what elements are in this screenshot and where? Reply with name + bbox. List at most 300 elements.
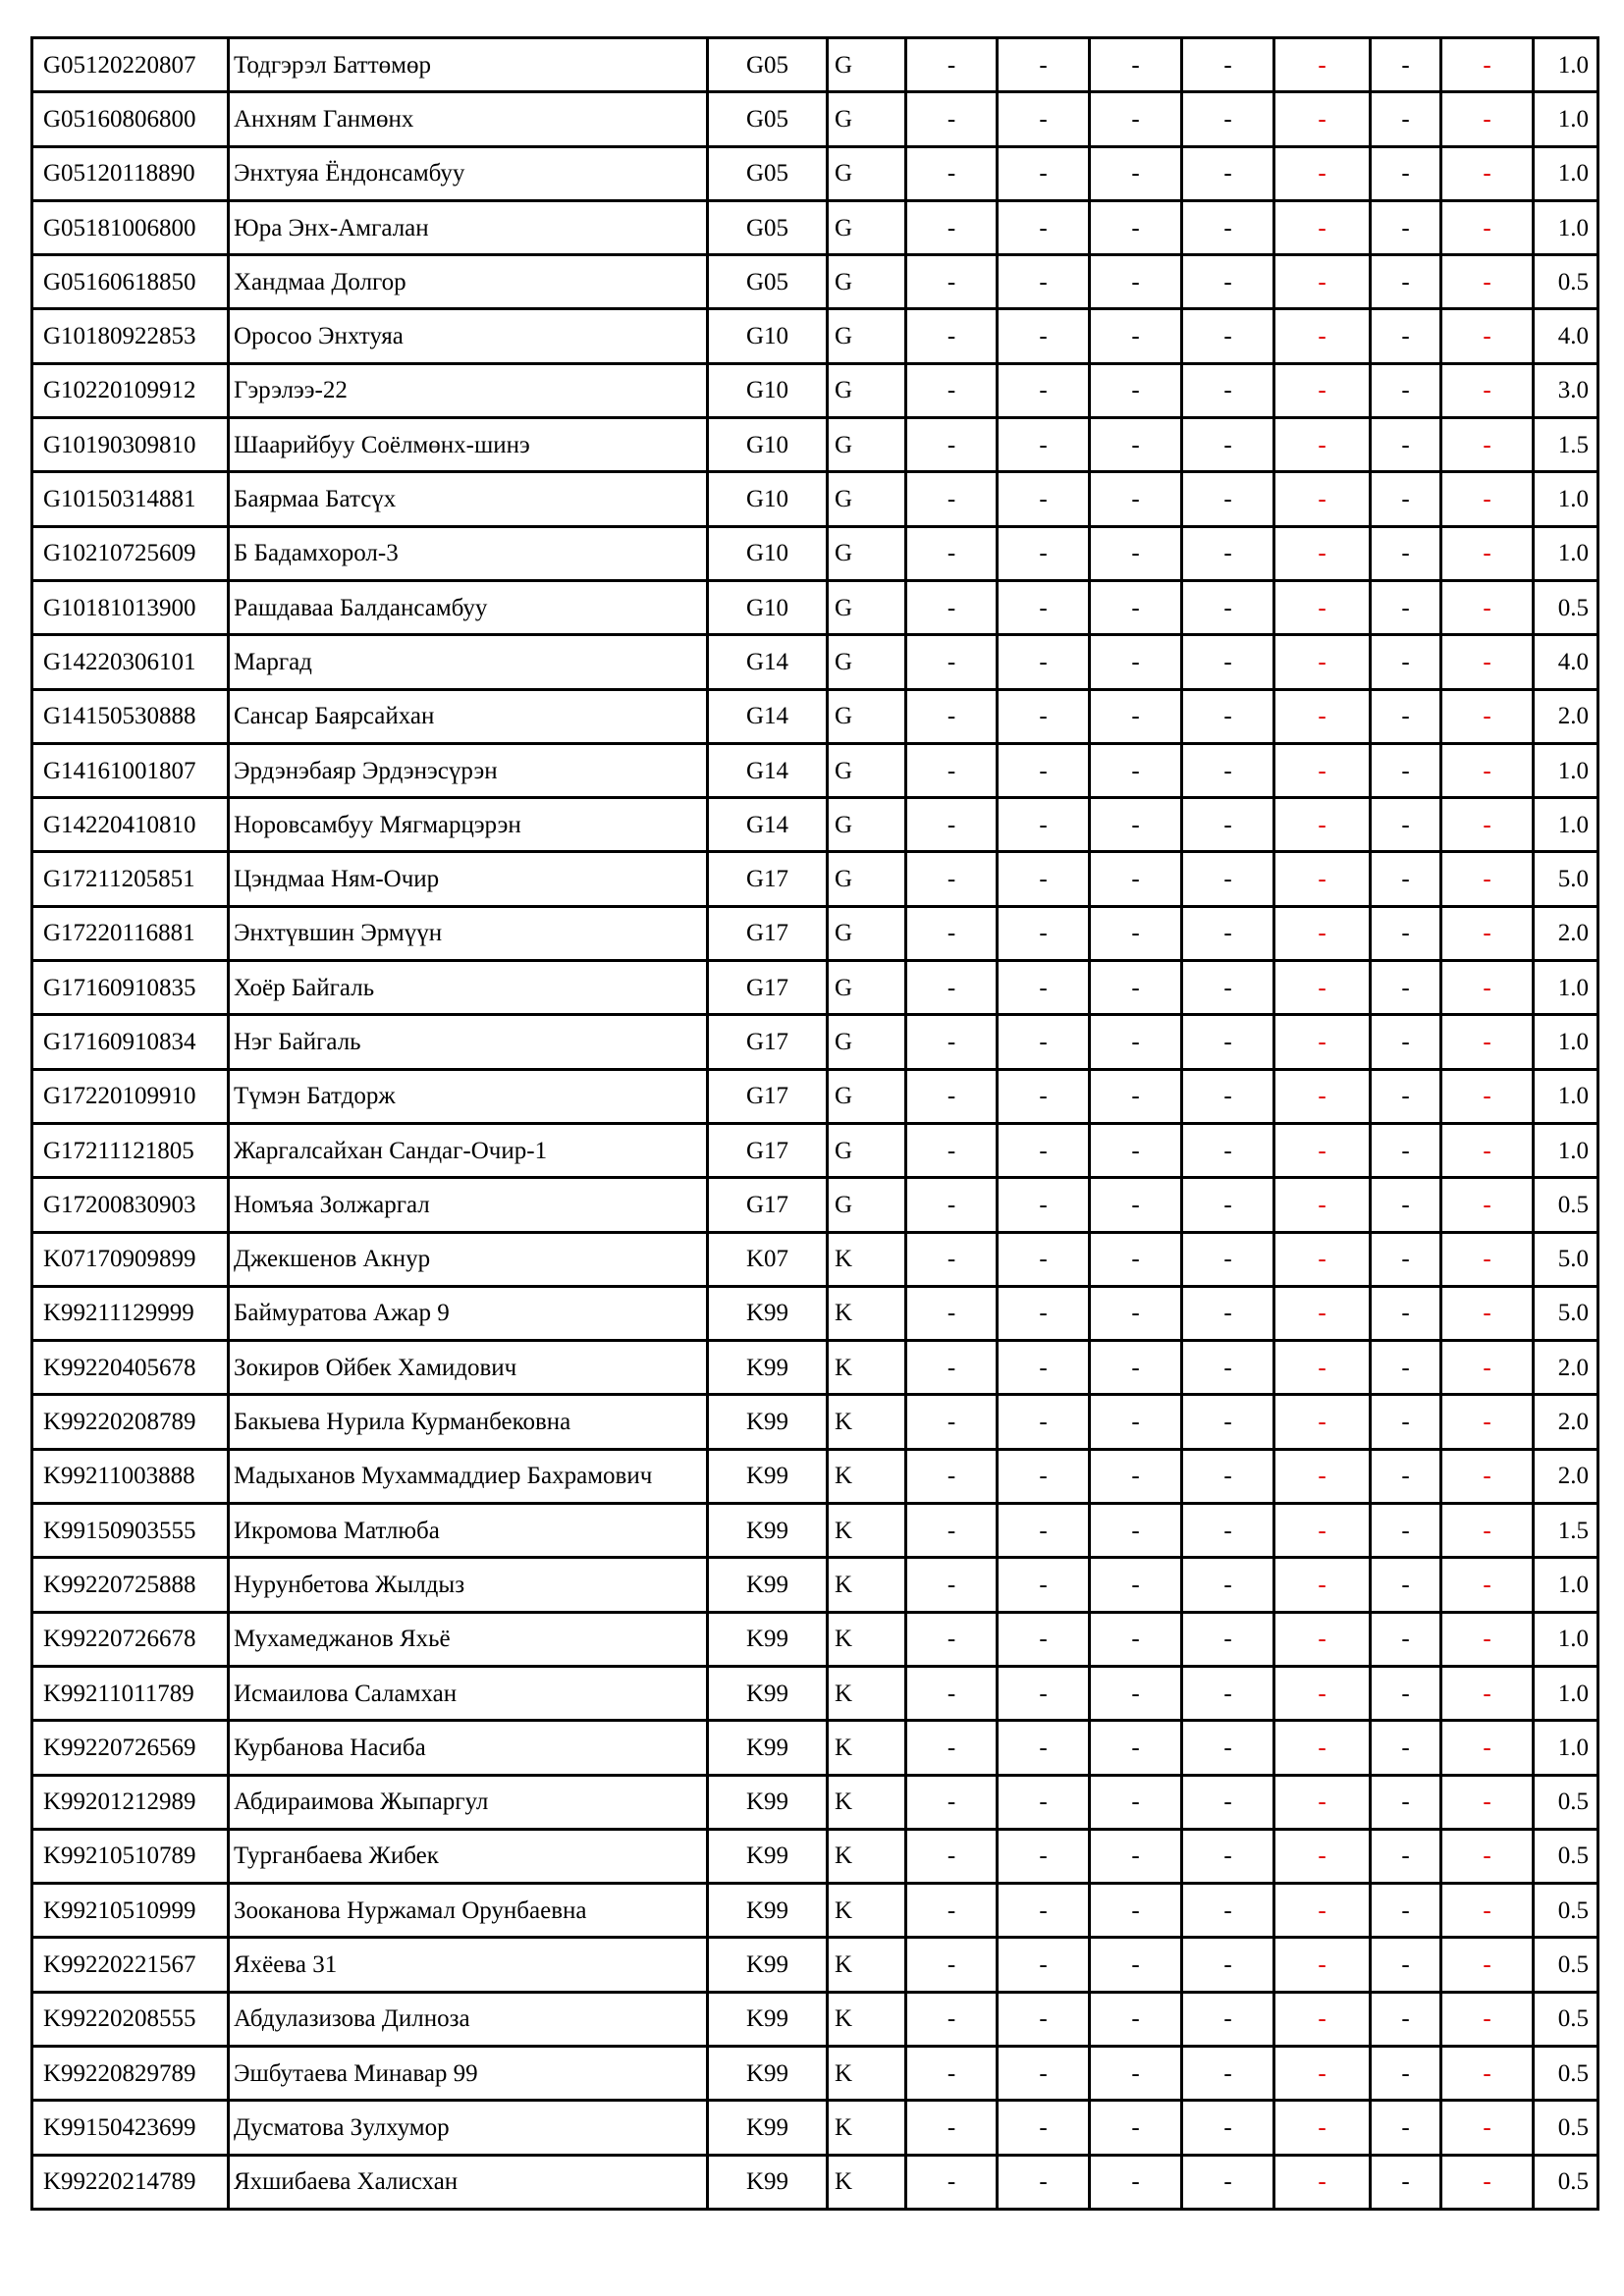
empty-value-cell-red: - bbox=[1441, 255, 1534, 309]
participant-id-cell: G14220410810 bbox=[32, 798, 229, 852]
group-code-cell: K99 bbox=[708, 1721, 828, 1775]
empty-value-cell-red: - bbox=[1274, 363, 1371, 417]
table-row bbox=[32, 906, 1598, 960]
group-code-cell: G05 bbox=[708, 146, 828, 200]
group-code-cell: G17 bbox=[708, 906, 828, 960]
empty-value-cell: - bbox=[998, 798, 1090, 852]
participant-id-cell: K99210510789 bbox=[32, 1829, 229, 1883]
empty-value-cell: - bbox=[1090, 852, 1182, 906]
score-cell: 1.5 bbox=[1534, 418, 1598, 472]
participant-id-cell: G17211121805 bbox=[32, 1123, 229, 1177]
empty-value-cell: - bbox=[1090, 689, 1182, 743]
category-cell: K bbox=[828, 1558, 906, 1612]
participant-id-cell: K99220214789 bbox=[32, 2155, 229, 2209]
empty-value-cell: - bbox=[906, 1015, 998, 1069]
empty-value-cell-red: - bbox=[1274, 1232, 1371, 1286]
category-cell: K bbox=[828, 1884, 906, 1938]
score-cell: 4.0 bbox=[1534, 635, 1598, 689]
empty-value-cell: - bbox=[998, 2101, 1090, 2155]
empty-value-cell-red: - bbox=[1274, 743, 1371, 797]
empty-value-cell: - bbox=[906, 689, 998, 743]
table-row bbox=[32, 2046, 1598, 2100]
empty-value-cell: - bbox=[998, 906, 1090, 960]
participant-id-cell: G10181013900 bbox=[32, 580, 229, 634]
empty-value-cell-red: - bbox=[1441, 1341, 1534, 1395]
empty-value-cell: - bbox=[1371, 1449, 1441, 1503]
empty-value-cell-red: - bbox=[1441, 1666, 1534, 1720]
empty-value-cell: - bbox=[1371, 798, 1441, 852]
empty-value-cell: - bbox=[1182, 2046, 1274, 2100]
participant-name-cell: Бакыева Нурила Курманбековна bbox=[229, 1395, 708, 1449]
empty-value-cell: - bbox=[998, 1069, 1090, 1123]
group-code-cell: K99 bbox=[708, 1395, 828, 1449]
score-cell: 1.0 bbox=[1534, 38, 1598, 92]
empty-value-cell: - bbox=[1182, 38, 1274, 92]
group-code-cell: K99 bbox=[708, 1286, 828, 1340]
empty-value-cell-red: - bbox=[1274, 1829, 1371, 1883]
category-cell: K bbox=[828, 1341, 906, 1395]
score-cell: 1.0 bbox=[1534, 1558, 1598, 1612]
empty-value-cell-red: - bbox=[1274, 635, 1371, 689]
score-cell: 2.0 bbox=[1534, 1341, 1598, 1395]
table-row bbox=[32, 635, 1598, 689]
score-cell: 1.0 bbox=[1534, 798, 1598, 852]
participant-id-cell: G17220116881 bbox=[32, 906, 229, 960]
category-cell: G bbox=[828, 743, 906, 797]
empty-value-cell: - bbox=[1182, 1178, 1274, 1232]
empty-value-cell: - bbox=[1371, 92, 1441, 146]
empty-value-cell-red: - bbox=[1274, 255, 1371, 309]
empty-value-cell: - bbox=[906, 2046, 998, 2100]
score-cell: 0.5 bbox=[1534, 2046, 1598, 2100]
empty-value-cell-red: - bbox=[1441, 1884, 1534, 1938]
empty-value-cell: - bbox=[1371, 1069, 1441, 1123]
category-cell: K bbox=[828, 2101, 906, 2155]
empty-value-cell: - bbox=[1090, 1666, 1182, 1720]
empty-value-cell-red: - bbox=[1274, 1558, 1371, 1612]
table-row bbox=[32, 1232, 1598, 1286]
participant-id-cell: G17211205851 bbox=[32, 852, 229, 906]
empty-value-cell: - bbox=[1371, 255, 1441, 309]
group-code-cell: G17 bbox=[708, 1069, 828, 1123]
empty-value-cell-red: - bbox=[1274, 418, 1371, 472]
empty-value-cell: - bbox=[906, 1504, 998, 1558]
empty-value-cell: - bbox=[998, 1775, 1090, 1829]
empty-value-cell: - bbox=[1182, 1558, 1274, 1612]
empty-value-cell: - bbox=[1371, 146, 1441, 200]
category-cell: G bbox=[828, 38, 906, 92]
participant-id-cell: K99220726678 bbox=[32, 1612, 229, 1666]
table-body bbox=[32, 38, 1598, 2210]
category-cell: G bbox=[828, 852, 906, 906]
empty-value-cell: - bbox=[998, 961, 1090, 1015]
empty-value-cell: - bbox=[906, 961, 998, 1015]
participant-id-cell: K99211129999 bbox=[32, 1286, 229, 1340]
empty-value-cell-red: - bbox=[1274, 200, 1371, 254]
empty-value-cell-red: - bbox=[1441, 1612, 1534, 1666]
empty-value-cell: - bbox=[906, 1992, 998, 2046]
participant-name-cell: Номъяа Золжаргал bbox=[229, 1178, 708, 1232]
empty-value-cell: - bbox=[906, 1775, 998, 1829]
empty-value-cell: - bbox=[1182, 1721, 1274, 1775]
participant-name-cell: Эрдэнэбаяр Эрдэнэсүрэн bbox=[229, 743, 708, 797]
empty-value-cell: - bbox=[998, 1558, 1090, 1612]
participant-id-cell: G17160910835 bbox=[32, 961, 229, 1015]
empty-value-cell: - bbox=[906, 1721, 998, 1775]
empty-value-cell: - bbox=[1182, 1612, 1274, 1666]
empty-value-cell: - bbox=[998, 146, 1090, 200]
empty-value-cell: - bbox=[1182, 1069, 1274, 1123]
participant-name-cell: Анхням Ганмөнх bbox=[229, 92, 708, 146]
category-cell: K bbox=[828, 2155, 906, 2209]
score-cell: 1.0 bbox=[1534, 1721, 1598, 1775]
score-cell: 0.5 bbox=[1534, 1775, 1598, 1829]
empty-value-cell: - bbox=[998, 418, 1090, 472]
empty-value-cell: - bbox=[1371, 580, 1441, 634]
empty-value-cell-red: - bbox=[1441, 1992, 1534, 2046]
empty-value-cell-red: - bbox=[1441, 2101, 1534, 2155]
empty-value-cell: - bbox=[1182, 580, 1274, 634]
empty-value-cell: - bbox=[1182, 2101, 1274, 2155]
group-code-cell: K99 bbox=[708, 1504, 828, 1558]
empty-value-cell-red: - bbox=[1441, 1775, 1534, 1829]
empty-value-cell-red: - bbox=[1441, 1178, 1534, 1232]
category-cell: G bbox=[828, 200, 906, 254]
empty-value-cell: - bbox=[998, 1015, 1090, 1069]
participant-id-cell: G10220109912 bbox=[32, 363, 229, 417]
participant-id-cell: G05120118890 bbox=[32, 146, 229, 200]
empty-value-cell: - bbox=[1090, 38, 1182, 92]
empty-value-cell: - bbox=[906, 580, 998, 634]
empty-value-cell: - bbox=[1371, 2155, 1441, 2209]
empty-value-cell-red: - bbox=[1274, 1123, 1371, 1177]
table-row bbox=[32, 1992, 1598, 2046]
participant-name-cell: Исмаилова Саламхан bbox=[229, 1666, 708, 1720]
empty-value-cell: - bbox=[1090, 472, 1182, 526]
empty-value-cell: - bbox=[1090, 635, 1182, 689]
empty-value-cell: - bbox=[1182, 92, 1274, 146]
empty-value-cell: - bbox=[998, 526, 1090, 580]
group-code-cell: K99 bbox=[708, 1341, 828, 1395]
category-cell: G bbox=[828, 363, 906, 417]
empty-value-cell: - bbox=[1371, 1884, 1441, 1938]
table-row bbox=[32, 309, 1598, 363]
table-row bbox=[32, 418, 1598, 472]
empty-value-cell: - bbox=[998, 1504, 1090, 1558]
participant-id-cell: K99211011789 bbox=[32, 1666, 229, 1720]
participant-id-cell: K99220726569 bbox=[32, 1721, 229, 1775]
empty-value-cell: - bbox=[906, 1395, 998, 1449]
score-cell: 0.5 bbox=[1534, 1938, 1598, 1992]
category-cell: K bbox=[828, 1395, 906, 1449]
participant-name-cell: Эшбутаева Минавар 99 bbox=[229, 2046, 708, 2100]
empty-value-cell: - bbox=[998, 1884, 1090, 1938]
participant-name-cell: Шаарийбуу Соёлмөнх-шинэ bbox=[229, 418, 708, 472]
group-code-cell: K99 bbox=[708, 1612, 828, 1666]
table-row bbox=[32, 961, 1598, 1015]
empty-value-cell-red: - bbox=[1274, 38, 1371, 92]
empty-value-cell: - bbox=[1182, 1666, 1274, 1720]
empty-value-cell: - bbox=[906, 1666, 998, 1720]
table-row bbox=[32, 92, 1598, 146]
group-code-cell: G14 bbox=[708, 635, 828, 689]
empty-value-cell: - bbox=[906, 418, 998, 472]
empty-value-cell: - bbox=[1182, 255, 1274, 309]
group-code-cell: G14 bbox=[708, 743, 828, 797]
score-cell: 0.5 bbox=[1534, 1829, 1598, 1883]
participant-id-cell: K99220829789 bbox=[32, 2046, 229, 2100]
participant-name-cell: Түмэн Батдорж bbox=[229, 1069, 708, 1123]
empty-value-cell: - bbox=[1090, 1449, 1182, 1503]
participant-name-cell: Мадыханов Мухаммаддиер Бахрамович bbox=[229, 1449, 708, 1503]
empty-value-cell: - bbox=[906, 1884, 998, 1938]
participant-name-cell: Энхтуяа Ёндонсамбуу bbox=[229, 146, 708, 200]
category-cell: K bbox=[828, 1504, 906, 1558]
score-cell: 1.0 bbox=[1534, 526, 1598, 580]
empty-value-cell: - bbox=[1182, 472, 1274, 526]
empty-value-cell-red: - bbox=[1274, 906, 1371, 960]
empty-value-cell-red: - bbox=[1441, 689, 1534, 743]
participant-name-cell: Зооканова Нуржамал Орунбаевна bbox=[229, 1884, 708, 1938]
empty-value-cell: - bbox=[1371, 38, 1441, 92]
empty-value-cell: - bbox=[1371, 1558, 1441, 1612]
empty-value-cell: - bbox=[1182, 418, 1274, 472]
empty-value-cell: - bbox=[1090, 961, 1182, 1015]
empty-value-cell: - bbox=[1182, 1775, 1274, 1829]
empty-value-cell-red: - bbox=[1274, 309, 1371, 363]
empty-value-cell: - bbox=[1090, 92, 1182, 146]
participant-id-cell: G17220109910 bbox=[32, 1069, 229, 1123]
score-cell: 0.5 bbox=[1534, 1884, 1598, 1938]
empty-value-cell: - bbox=[1182, 798, 1274, 852]
empty-value-cell: - bbox=[906, 743, 998, 797]
empty-value-cell: - bbox=[1090, 580, 1182, 634]
empty-value-cell: - bbox=[906, 1232, 998, 1286]
participant-name-cell: Нэг Байгаль bbox=[229, 1015, 708, 1069]
group-code-cell: G10 bbox=[708, 418, 828, 472]
group-code-cell: G17 bbox=[708, 1015, 828, 1069]
empty-value-cell: - bbox=[906, 1069, 998, 1123]
participant-name-cell: Джекшенов Акнур bbox=[229, 1232, 708, 1286]
category-cell: G bbox=[828, 961, 906, 1015]
empty-value-cell-red: - bbox=[1274, 472, 1371, 526]
empty-value-cell: - bbox=[998, 92, 1090, 146]
empty-value-cell-red: - bbox=[1441, 906, 1534, 960]
empty-value-cell: - bbox=[1371, 1775, 1441, 1829]
group-code-cell: K07 bbox=[708, 1232, 828, 1286]
group-code-cell: G10 bbox=[708, 526, 828, 580]
empty-value-cell: - bbox=[998, 309, 1090, 363]
empty-value-cell-red: - bbox=[1274, 1504, 1371, 1558]
empty-value-cell: - bbox=[1090, 1069, 1182, 1123]
empty-value-cell: - bbox=[998, 743, 1090, 797]
score-cell: 1.0 bbox=[1534, 1069, 1598, 1123]
empty-value-cell: - bbox=[1182, 961, 1274, 1015]
empty-value-cell: - bbox=[1090, 906, 1182, 960]
participant-id-cell: G10190309810 bbox=[32, 418, 229, 472]
group-code-cell: K99 bbox=[708, 1884, 828, 1938]
participant-name-cell: Нурунбетова Жылдыз bbox=[229, 1558, 708, 1612]
empty-value-cell: - bbox=[1371, 309, 1441, 363]
empty-value-cell-red: - bbox=[1274, 92, 1371, 146]
empty-value-cell-red: - bbox=[1441, 1829, 1534, 1883]
empty-value-cell: - bbox=[906, 200, 998, 254]
empty-value-cell: - bbox=[998, 1992, 1090, 2046]
empty-value-cell-red: - bbox=[1441, 309, 1534, 363]
empty-value-cell: - bbox=[906, 1829, 998, 1883]
participant-id-cell: G14161001807 bbox=[32, 743, 229, 797]
empty-value-cell: - bbox=[906, 255, 998, 309]
empty-value-cell: - bbox=[1090, 1286, 1182, 1340]
empty-value-cell: - bbox=[1090, 526, 1182, 580]
empty-value-cell: - bbox=[1182, 906, 1274, 960]
participant-name-cell: Жаргалсайхан Сандаг-Очир-1 bbox=[229, 1123, 708, 1177]
empty-value-cell-red: - bbox=[1441, 418, 1534, 472]
empty-value-cell: - bbox=[998, 1829, 1090, 1883]
empty-value-cell: - bbox=[1371, 1395, 1441, 1449]
empty-value-cell-red: - bbox=[1274, 2046, 1371, 2100]
empty-value-cell-red: - bbox=[1274, 580, 1371, 634]
empty-value-cell: - bbox=[1090, 1884, 1182, 1938]
empty-value-cell: - bbox=[1182, 1015, 1274, 1069]
group-code-cell: G05 bbox=[708, 200, 828, 254]
empty-value-cell: - bbox=[1371, 906, 1441, 960]
table-row bbox=[32, 2101, 1598, 2155]
score-cell: 4.0 bbox=[1534, 309, 1598, 363]
empty-value-cell-red: - bbox=[1441, 526, 1534, 580]
empty-value-cell-red: - bbox=[1274, 2155, 1371, 2209]
empty-value-cell: - bbox=[998, 255, 1090, 309]
participant-name-cell: Баярмаа Батсүх bbox=[229, 472, 708, 526]
results-table bbox=[30, 36, 1599, 2211]
empty-value-cell: - bbox=[1090, 1775, 1182, 1829]
score-cell: 1.0 bbox=[1534, 961, 1598, 1015]
score-cell: 3.0 bbox=[1534, 363, 1598, 417]
group-code-cell: K99 bbox=[708, 1449, 828, 1503]
category-cell: G bbox=[828, 418, 906, 472]
empty-value-cell: - bbox=[1182, 526, 1274, 580]
empty-value-cell-red: - bbox=[1274, 1612, 1371, 1666]
category-cell: K bbox=[828, 1612, 906, 1666]
empty-value-cell: - bbox=[1182, 1938, 1274, 1992]
empty-value-cell: - bbox=[1090, 1341, 1182, 1395]
empty-value-cell: - bbox=[1182, 743, 1274, 797]
group-code-cell: G17 bbox=[708, 852, 828, 906]
empty-value-cell-red: - bbox=[1274, 1015, 1371, 1069]
empty-value-cell: - bbox=[1371, 418, 1441, 472]
participant-name-cell: Норовсамбуу Мягмарцэрэн bbox=[229, 798, 708, 852]
group-code-cell: G05 bbox=[708, 38, 828, 92]
table-row bbox=[32, 1612, 1598, 1666]
empty-value-cell: - bbox=[1371, 363, 1441, 417]
empty-value-cell-red: - bbox=[1441, 1395, 1534, 1449]
table-row bbox=[32, 363, 1598, 417]
empty-value-cell: - bbox=[906, 1178, 998, 1232]
empty-value-cell-red: - bbox=[1441, 1938, 1534, 1992]
participant-name-cell: Сансар Баярсайхан bbox=[229, 689, 708, 743]
participant-name-cell: Курбанова Насиба bbox=[229, 1721, 708, 1775]
empty-value-cell: - bbox=[906, 1612, 998, 1666]
group-code-cell: G14 bbox=[708, 798, 828, 852]
empty-value-cell: - bbox=[998, 580, 1090, 634]
empty-value-cell: - bbox=[998, 852, 1090, 906]
empty-value-cell: - bbox=[906, 798, 998, 852]
empty-value-cell-red: - bbox=[1274, 1884, 1371, 1938]
empty-value-cell: - bbox=[998, 635, 1090, 689]
empty-value-cell: - bbox=[906, 2155, 998, 2209]
participant-name-cell: Яхёева 31 bbox=[229, 1938, 708, 1992]
empty-value-cell: - bbox=[1182, 363, 1274, 417]
participant-id-cell: K99150423699 bbox=[32, 2101, 229, 2155]
empty-value-cell-red: - bbox=[1441, 1286, 1534, 1340]
table-row bbox=[32, 1829, 1598, 1883]
score-cell: 1.0 bbox=[1534, 200, 1598, 254]
category-cell: G bbox=[828, 1178, 906, 1232]
empty-value-cell: - bbox=[1371, 1015, 1441, 1069]
empty-value-cell: - bbox=[1090, 1992, 1182, 2046]
empty-value-cell: - bbox=[1371, 961, 1441, 1015]
table-row bbox=[32, 472, 1598, 526]
score-cell: 0.5 bbox=[1534, 255, 1598, 309]
empty-value-cell: - bbox=[1371, 1178, 1441, 1232]
empty-value-cell: - bbox=[906, 309, 998, 363]
participant-name-cell: Маргад bbox=[229, 635, 708, 689]
empty-value-cell: - bbox=[998, 200, 1090, 254]
category-cell: G bbox=[828, 255, 906, 309]
empty-value-cell-red: - bbox=[1441, 472, 1534, 526]
category-cell: G bbox=[828, 635, 906, 689]
score-cell: 1.0 bbox=[1534, 472, 1598, 526]
score-cell: 1.0 bbox=[1534, 146, 1598, 200]
participant-id-cell: K99201212989 bbox=[32, 1775, 229, 1829]
group-code-cell: G10 bbox=[708, 309, 828, 363]
group-code-cell: G05 bbox=[708, 92, 828, 146]
group-code-cell: G14 bbox=[708, 689, 828, 743]
participant-name-cell: Рашдаваа Балдансамбуу bbox=[229, 580, 708, 634]
table-row bbox=[32, 146, 1598, 200]
score-cell: 0.5 bbox=[1534, 1178, 1598, 1232]
category-cell: K bbox=[828, 1992, 906, 2046]
participant-name-cell: Б Бадамхорол-3 bbox=[229, 526, 708, 580]
empty-value-cell: - bbox=[998, 1612, 1090, 1666]
category-cell: G bbox=[828, 1123, 906, 1177]
empty-value-cell: - bbox=[998, 1232, 1090, 1286]
empty-value-cell: - bbox=[1182, 1884, 1274, 1938]
empty-value-cell: - bbox=[998, 1178, 1090, 1232]
empty-value-cell: - bbox=[1371, 1504, 1441, 1558]
table-row bbox=[32, 1775, 1598, 1829]
empty-value-cell: - bbox=[1090, 146, 1182, 200]
group-code-cell: K99 bbox=[708, 1992, 828, 2046]
empty-value-cell: - bbox=[1182, 1395, 1274, 1449]
table-row bbox=[32, 1884, 1598, 1938]
score-cell: 5.0 bbox=[1534, 1232, 1598, 1286]
empty-value-cell: - bbox=[1371, 1992, 1441, 2046]
category-cell: K bbox=[828, 1829, 906, 1883]
participant-name-cell: Дусматова Зулхумор bbox=[229, 2101, 708, 2155]
empty-value-cell-red: - bbox=[1441, 92, 1534, 146]
empty-value-cell-red: - bbox=[1274, 1341, 1371, 1395]
empty-value-cell: - bbox=[1371, 1232, 1441, 1286]
empty-value-cell: - bbox=[1090, 2046, 1182, 2100]
empty-value-cell: - bbox=[906, 38, 998, 92]
table-row bbox=[32, 38, 1598, 92]
empty-value-cell: - bbox=[1371, 743, 1441, 797]
empty-value-cell: - bbox=[998, 1341, 1090, 1395]
empty-value-cell: - bbox=[906, 1123, 998, 1177]
empty-value-cell-red: - bbox=[1441, 146, 1534, 200]
empty-value-cell: - bbox=[1182, 1341, 1274, 1395]
